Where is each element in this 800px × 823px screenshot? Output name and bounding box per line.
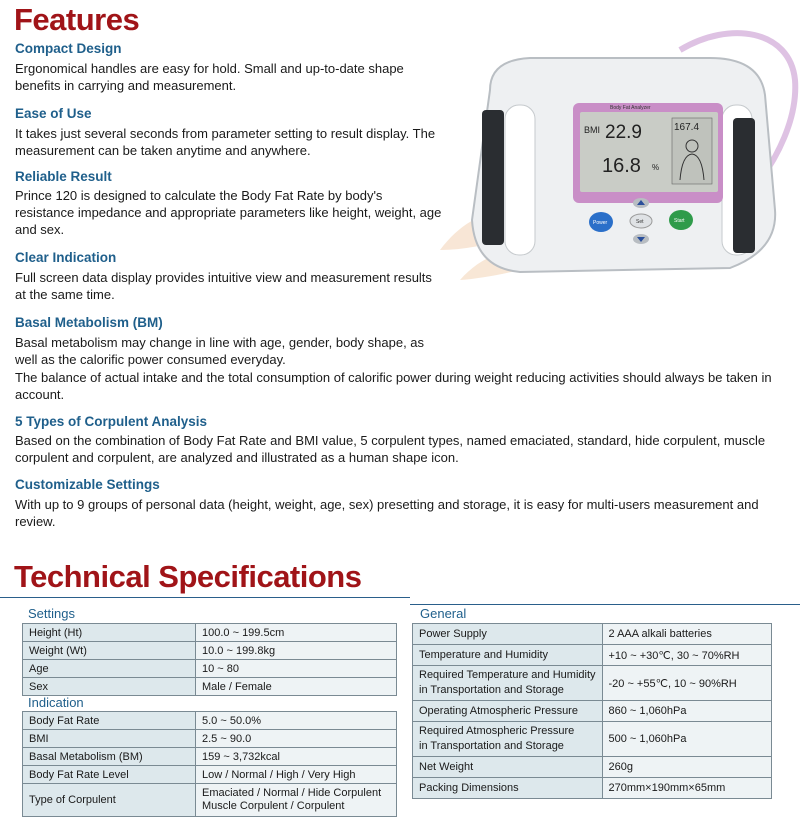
table-cell: Basal Metabolism (BM) [23, 748, 196, 766]
feature-heading-corpulent-analysis: 5 Types of Corpulent Analysis [15, 414, 208, 429]
table-cell: BMI [23, 730, 196, 748]
general-table [412, 623, 772, 799]
table-cell: Body Fat Rate [23, 712, 196, 730]
table-cell: 2 AAA alkali batteries [602, 624, 772, 645]
device-fat-value: 16.8 [602, 155, 641, 177]
device-fat-unit: % [652, 163, 660, 172]
table-cell: +10 ~ +30℃, 30 ~ 70%RH [602, 645, 772, 666]
table-row [23, 660, 397, 678]
table-cell: Age [23, 660, 196, 678]
table-cell: Sex [23, 678, 196, 696]
feature-text-clear-indication: Full screen data display provides intuitive view and measurement results at the same time. [15, 270, 432, 302]
cell-line: Muscle Corpulent / Corpulent [202, 800, 345, 812]
feature-heading-ease-of-use: Ease of Use [15, 106, 92, 121]
table-row [23, 642, 397, 660]
specs-title: Technical Specifications [14, 559, 362, 594]
feature-heading-customizable-settings: Customizable Settings [15, 477, 160, 492]
cell-line: Emaciated / Normal / Hide Corpulent [202, 787, 382, 799]
table-row [23, 784, 397, 817]
indication-heading: Indication [28, 695, 84, 710]
table-cell: 2.5 ~ 90.0 [196, 730, 397, 748]
device-bmi-label: BMI [584, 125, 601, 135]
table-cell: Low / Normal / High / Very High [196, 766, 397, 784]
body-fat-analyzer-image [430, 10, 800, 310]
feature-heading-basal-metabolism: Basal Metabolism (BM) [15, 315, 163, 330]
table-row [413, 722, 772, 757]
device-set-button: Set [636, 219, 644, 225]
table-row [23, 712, 397, 730]
feature-text-basal-metabolism: Basal metabolism may change in line with age, gender, body shape, as well as the calorific power consumed everyday. [15, 335, 425, 367]
table-cell: Power Supply [413, 624, 603, 645]
feature-text-customizable-settings: With up to 9 groups of personal data (height, weight, age, sex) presetting and storage, it is easy for multi-users measurement and review. [15, 497, 759, 529]
table-cell: Type of Corpulent [23, 784, 196, 817]
device-height-value: 167.4 [674, 122, 700, 133]
table-cell: 10.0 ~ 199.8kg [196, 642, 397, 660]
device-power-button: Power [593, 220, 608, 226]
cell-line: Required Temperature and Humidity [419, 669, 596, 681]
table-row [413, 757, 772, 778]
cell-line: in Transportation and Storage [419, 740, 564, 752]
feature-text-ease-of-use: It takes just several seconds from parameter setting to result display. The measurement can be taken anytime and anywhere. [15, 126, 436, 158]
table-cell [413, 722, 603, 757]
table-cell: -20 ~ +55℃, 10 ~ 90%RH [602, 666, 772, 701]
table-cell: Weight (Wt) [23, 642, 196, 660]
table-row [23, 766, 397, 784]
feature-text-basal-metabolism-2: The balance of actual intake and the total consumption of calorific power during weight reducing activities should always be taken in account. [15, 370, 772, 402]
table-row [413, 701, 772, 722]
table-cell: Packing Dimensions [413, 778, 603, 799]
device-brand-text: Body Fat Analyzer [610, 105, 651, 111]
cell-line: Required Atmospheric Pressure [419, 725, 575, 737]
feature-text-compact-design: Ergonomical handles are easy for hold. Small and up-to-date shape benefits in carrying and measurement. [15, 61, 404, 93]
table-cell: 500 ~ 1,060hPa [602, 722, 772, 757]
table-cell: 10 ~ 80 [196, 660, 397, 678]
device-bmi-value: 22.9 [605, 122, 642, 143]
table-cell: Body Fat Rate Level [23, 766, 196, 784]
table-row [23, 678, 397, 696]
table-row [413, 624, 772, 645]
table-cell: 270mm×190mm×65mm [602, 778, 772, 799]
table-cell: 100.0 ~ 199.5cm [196, 624, 397, 642]
indication-table [22, 711, 397, 817]
feature-heading-clear-indication: Clear Indication [15, 250, 117, 265]
settings-heading: Settings [28, 606, 75, 621]
divider-left [0, 597, 410, 598]
device-start-button: Start [674, 218, 685, 224]
general-heading: General [420, 606, 467, 621]
settings-table [22, 623, 397, 696]
feature-text-reliable-result: Prince 120 is designed to calculate the Body Fat Rate by body's resistance impedance and appropriate parameters like height, weight, age and sex. [15, 188, 442, 237]
table-cell: Male / Female [196, 678, 397, 696]
table-cell: Operating Atmospheric Pressure [413, 701, 603, 722]
table-row [23, 748, 397, 766]
feature-text-corpulent-analysis: Based on the combination of Body Fat Rate and BMI value, 5 corpulent types, named emaciated, standard, hide corpulent, muscle corpulent and corpulent, are analyzed and illustrated as a human shape icon. [15, 433, 766, 465]
table-cell [413, 666, 603, 701]
table-cell: Net Weight [413, 757, 603, 778]
table-cell: 159 ~ 3,732kcal [196, 748, 397, 766]
table-cell: Temperature and Humidity [413, 645, 603, 666]
table-row [23, 624, 397, 642]
divider-right [410, 604, 800, 605]
feature-heading-compact-design: Compact Design [15, 41, 122, 56]
table-cell: 5.0 ~ 50.0% [196, 712, 397, 730]
table-cell: 260g [602, 757, 772, 778]
cell-line: in Transportation and Storage [419, 684, 564, 696]
feature-heading-reliable-result: Reliable Result [15, 169, 112, 184]
table-row [23, 730, 397, 748]
table-row [413, 666, 772, 701]
table-cell: 860 ~ 1,060hPa [602, 701, 772, 722]
table-row [413, 778, 772, 799]
table-cell [196, 784, 397, 817]
table-row [413, 645, 772, 666]
features-title: Features [14, 2, 140, 37]
table-cell: Height (Ht) [23, 624, 196, 642]
